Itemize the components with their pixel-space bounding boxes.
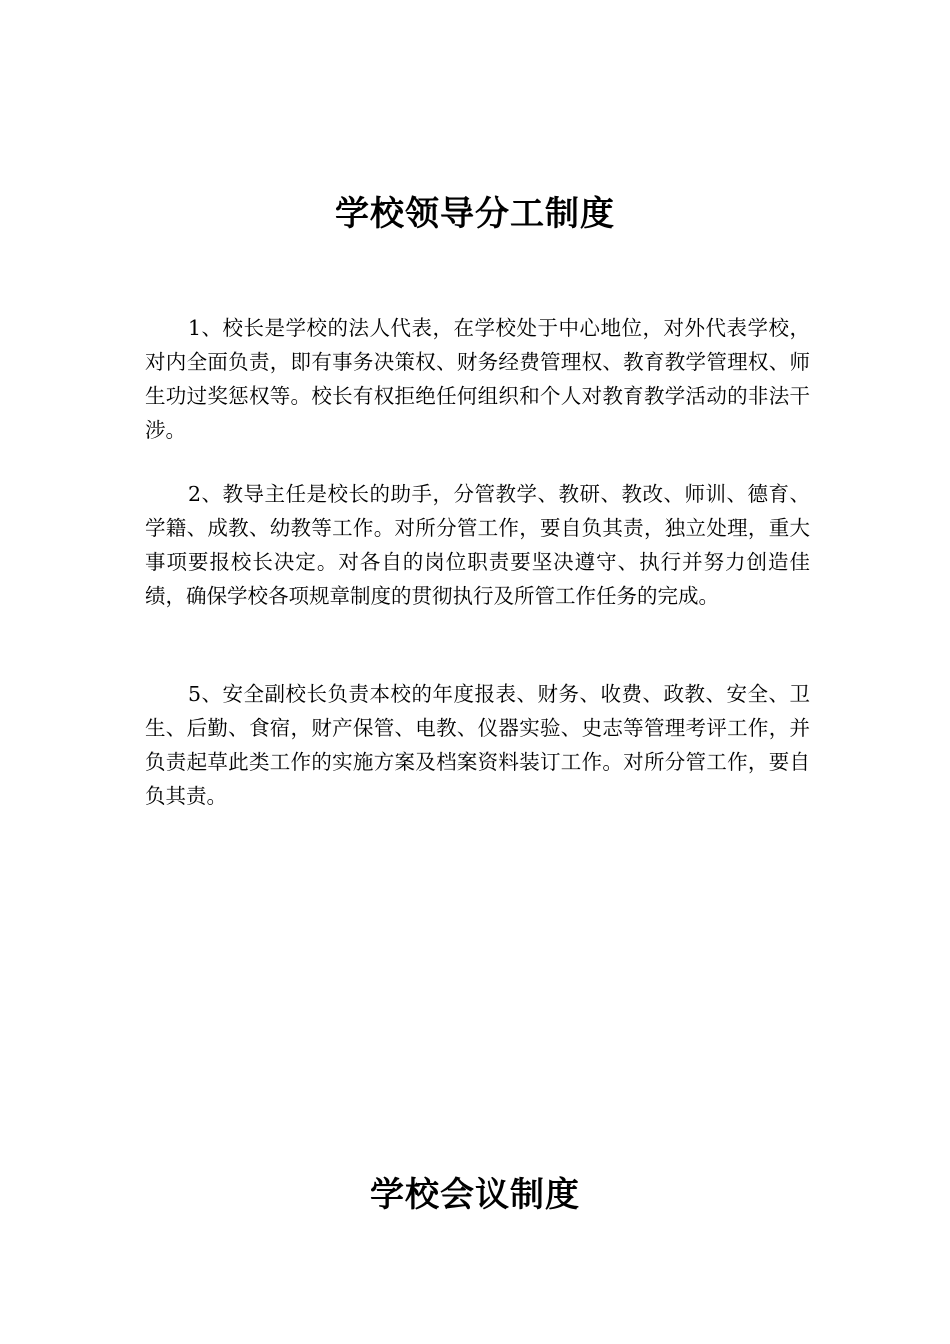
paragraph-dean: 2、教导主任是校长的助手，分管教学、教研、教改、师训、德育、学籍、成教、幼教等工作。对所分管工作，要自负其责，独立处理，重大事项要报校长决定。对各自的岗位职责要坚决遵守、执行并努力创造佳绩，确保学校各项规章制度的贯彻执行及所管工作任务的完成。 (145, 482, 810, 608)
paragraph-principal: 1、校长是学校的法人代表，在学校处于中心地位，对外代表学校，对内全面负责，即有事务决策权、财务经费管理权、教育教学管理权、师生功过奖惩权等。校长有权拒绝任何组织和个人对教育教学活动的非法干涉。 (145, 316, 810, 442)
paragraph-safety-vice-principal: 5、安全副校长负责本校的年度报表、财务、收费、政教、安全、卫生、后勤、食宿，财产保管、电教、仪器实验、史志等管理考评工作，并负责起草此类工作的实施方案及档案资料装订工作。对所分管工作，要自负其责。 (145, 682, 810, 808)
section-title-meeting-system: 学校会议制度 (370, 1175, 580, 1215)
page-title: 学校领导分工制度 (335, 194, 615, 234)
